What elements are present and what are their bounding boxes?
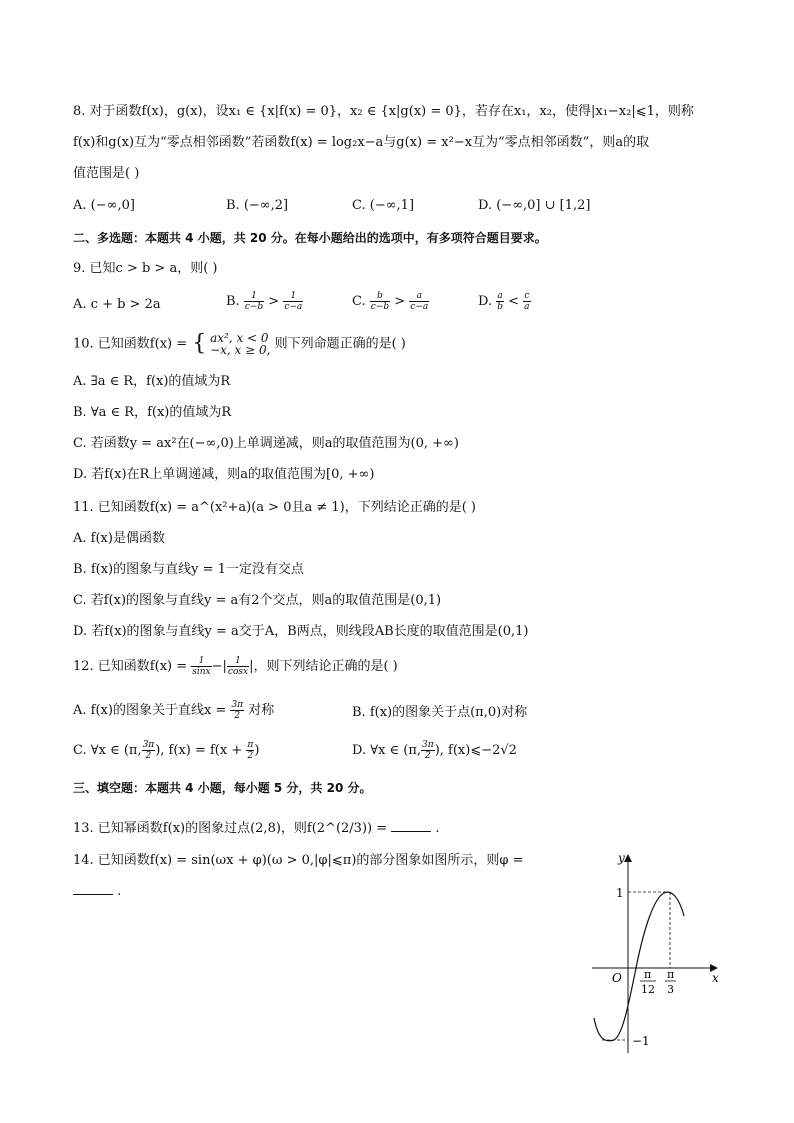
q12-option-c-post: ), f(x) = f(x + — [155, 743, 243, 758]
q12-option-c-text: C. ∀x ∈ (π, — [73, 743, 142, 758]
origin-label: O — [612, 971, 622, 985]
q11-stem: 11. 已知函数f(x) = a^(x²+a)(a > 0且a ≠ 1)，下列结论正确的是( ) — [73, 500, 477, 515]
q10-option-c: C. 若函数y = ax²在(−∞,0)上单调递减，则a的取值范围为(0, +∞) — [73, 436, 459, 451]
q9-option-b-label: B. — [226, 294, 240, 309]
q8-option-d: D. (−∞,0] ∪ [1,2] — [478, 198, 591, 213]
q11-option-a: A. f(x)是偶函数 — [73, 531, 165, 546]
q12-option-a-text: A. f(x)的图象关于直线x = — [73, 703, 227, 718]
q14-line1: 14. 已知函数f(x) = sin(ωx + φ)(ω > 0,|φ|⩽π)的部分图象如图所示，则φ = — [73, 853, 524, 868]
q13-text: 13. 已知幂函数f(x)的图象过点(2,8)，则f(2^(2/3)) = — [73, 821, 388, 836]
answer-blank — [73, 884, 113, 895]
q11-option-c: C. 若f(x)的图象与直线y = a有2个交点，则a的取值范围是(0,1) — [73, 593, 442, 608]
sine-graph — [588, 848, 728, 1058]
fraction: $\frac{1}{\cos x}$ — [227, 656, 249, 677]
q12-option-b: B. f(x)的图象关于点(π,0)对称 — [352, 705, 528, 720]
q8-line1: 8. 对于函数f(x)，g(x)，设x₁ ∈ {x|f(x) = 0}，x₂ ∈ {x|g(x) = 0}，若存在x₁，x₂，使得|x₁−x₂|⩽1，则称 — [73, 104, 694, 119]
q8-option-c: C. (−∞,1] — [352, 198, 415, 213]
y-min-label: −1 — [632, 1034, 650, 1048]
sine-curve — [594, 892, 684, 1041]
q10-case-1: ax², x < 0 — [210, 331, 269, 345]
tick2-denominator: 3 — [667, 983, 674, 996]
q12-option-a-post: 对称 — [248, 703, 275, 718]
q12-option-d-text: D. ∀x ∈ (π, — [352, 743, 422, 758]
q10-stem-pre: 10. 已知函数f(x) = — [73, 336, 188, 352]
q10-case-2: −x, x ≥ 0, — [210, 343, 271, 357]
x-axis-label: x — [712, 971, 719, 985]
y-axis-label: y — [618, 851, 625, 865]
fraction: $\frac{1}{c-b}$ — [244, 291, 264, 312]
fraction: $\frac{3\pi}{2}$ — [422, 740, 434, 761]
q13: 13. 已知幂函数f(x)的图象过点(2,8)，则f(2^(2/3)) = . — [73, 821, 440, 836]
q8-line2: f(x)和g(x)互为“零点相邻函数”若函数f(x) = log₂x−a与g(x) = x²−x互为“零点相邻函数”，则a的取 — [73, 135, 650, 150]
q12-stem: 12. 已知函数f(x) = $\frac{1}{\sin x}$ −| $\frac{1}{\cos x}$ |，则下列结论正确的是( ) — [73, 656, 398, 677]
q9-option-d: D. $\frac{a}{b}$ < $\frac{c}{a}$ — [478, 291, 530, 312]
q10-option-a: A. ∃a ∈ R，f(x)的值域为R — [73, 374, 231, 389]
section-2-heading: 二、多选题：本题共 4 小题，共 20 分。在每小题给出的选项中，有多项符合题目要求。 — [73, 231, 547, 245]
q9-option-d-label: D. — [478, 294, 493, 309]
q12-option-d — [352, 740, 517, 761]
q11-option-d: D. 若f(x)的图象与直线y = a交于A，B两点，则线段AB长度的取值范围是(0,1) — [73, 624, 529, 639]
q9-option-c: C. $\frac{b}{c-b}$ > $\frac{a}{c-a}$ — [352, 291, 429, 312]
q9-option-c-label: C. — [352, 294, 366, 309]
q10-option-d: D. 若f(x)在R上单调递减，则a的取值范围为[0, +∞) — [73, 467, 375, 482]
q12-option-a — [73, 700, 274, 721]
q12-stem-pre: 12. 已知函数f(x) = — [73, 659, 188, 674]
q9-stem: 9. 已知c > b > a，则( ) — [73, 261, 218, 276]
q10-option-b: B. ∀a ∈ R，f(x)的值域为R — [73, 405, 232, 420]
q8-option-a: A. (−∞,0] — [73, 198, 135, 213]
q10-stem-post: 则下列命题正确的是( ) — [274, 336, 406, 352]
fraction: $\frac{3\pi}{2}$ — [142, 740, 155, 761]
fraction: $\frac{c}{a}$ — [524, 291, 530, 312]
q12-stem-post: ，则下列结论正确的是( ) — [253, 659, 398, 674]
y-max-label: 1 — [616, 886, 624, 900]
q11-option-b: B. f(x)的图象与直线y = 1一定没有交点 — [73, 562, 304, 577]
answer-blank — [391, 821, 431, 832]
q12-option-c: C. ∀x ∈ (π, $\frac{3\pi}{2}$ ), f(x) = f(x + $\frac{\pi}{2}$ ) — [73, 740, 260, 761]
tick2-numerator: π — [667, 968, 675, 981]
q10-stem — [73, 332, 406, 356]
q8-line3: 值范围是( ) — [73, 166, 140, 181]
q9-option-b: B. $\frac{1}{c-b}$ > $\frac{1}{c-a}$ — [226, 291, 303, 312]
fraction: $\frac{3\pi}{2}$ — [231, 700, 244, 721]
q14-line2: . — [73, 884, 121, 900]
fraction: $\frac{\pi}{2}$ — [247, 740, 254, 761]
tick1-numerator: π — [644, 968, 652, 981]
fraction: $\frac{a}{b}$ — [497, 291, 503, 312]
fraction: $\frac{1}{c-a}$ — [284, 291, 303, 312]
q8-option-b: B. (−∞,2] — [226, 198, 289, 213]
fraction: $\frac{1}{\sin x}$ — [192, 656, 211, 677]
q9-option-a: A. c + b > 2a — [73, 297, 161, 312]
tick1-denominator: 12 — [641, 983, 655, 996]
piecewise-brace: { ax², x < 0 −x, x ≥ 0, — [192, 331, 271, 357]
fraction: $\frac{b}{c-b}$ — [370, 291, 390, 312]
q12-option-d-post: ), f(x)⩽−2√2 — [434, 743, 517, 758]
fraction: $\frac{a}{c-a}$ — [410, 291, 429, 312]
section-3-heading: 三、填空题：本题共 4 小题，每小题 5 分，共 20 分。 — [73, 781, 372, 795]
